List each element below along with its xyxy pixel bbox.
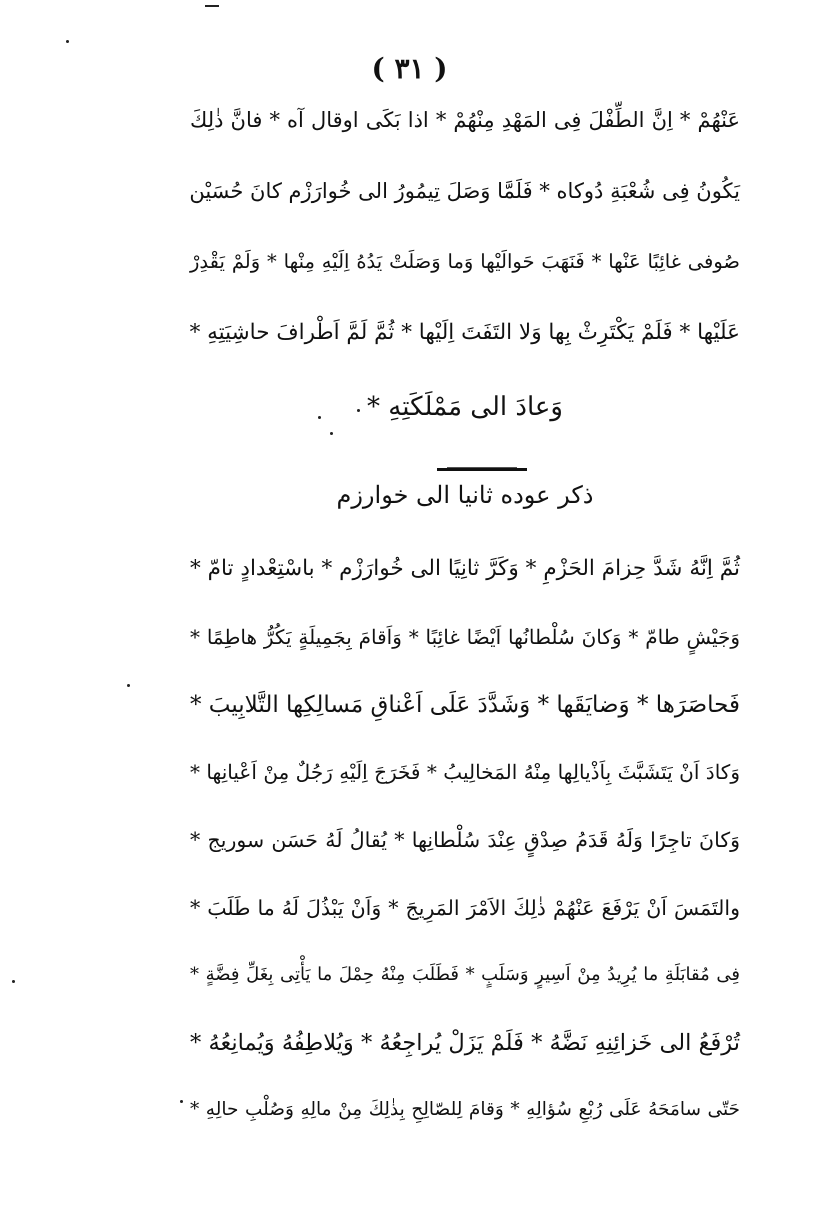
scan-speck <box>205 5 219 7</box>
text-line: وَعادَ الى مَمْلَكَتِهِ * <box>367 392 563 422</box>
text-line: ثُمَّ اِنَّهُ شَدَّ حِزامَ الحَزْمِ * وَكَرَّ ثانِيًا الى خُوارَزْم * باسْتِعْدادٍ تامّ * <box>190 556 740 581</box>
text-line: تُرْفَعُ الى خَزائِنِهِ نَضَّهُ * فَلَمْ يَزَلْ يُراجِعُهُ * وَيُلاطِفُهُ وَيُمانِعُهُ * <box>190 1030 740 1056</box>
text-line: فِى مُقابَلَةِ ما يُرِيدُ مِنْ اَسِيرٍ وَسَلَبٍ * فَطَلَبَ مِنْهُ حِمْلَ ما يَأْتِى بِغَلِّ فِضَّةٍ * <box>190 964 740 985</box>
text-line: وَكادَ اَنْ يَتَشَبَّثَ بِاَذْيالِها مِنْهُ المَخالِيبُ * فَخَرَجَ اِلَيْهِ رَجُلٌ مِنْ اَعْيانِها * <box>190 760 740 784</box>
scan-speck <box>66 40 69 43</box>
scan-speck <box>127 684 130 687</box>
section-divider-shade <box>447 467 517 468</box>
text-line: حَتّى سامَحَهُ عَلَى رُبْعِ سُؤالِهِ * وَقامَ لِلصّالِحِ بِذٰلِكَ مِنْ مالِهِ وَصُلْبِ حالِهِ * <box>190 1099 740 1120</box>
page-number: ( ٣١ ) <box>371 52 448 85</box>
section-divider <box>437 468 527 471</box>
text-line: يَكُونُ فِى شُعْبَةِ دُوكاه * فَلَمَّا وَصَلَ تِيمُورُ الى خُوارَزْم كانَ حُسَيْن <box>189 179 740 203</box>
text-line: وَكانَ تاجِرًا وَلَهُ قَدَمُ صِدْقٍ عِنْدَ سُلْطانِها * يُقالُ لَهُ حَسَن سوريج * <box>190 828 740 852</box>
scan-speck <box>330 432 333 435</box>
scan-speck <box>180 1100 183 1103</box>
scan-speck <box>318 416 321 419</box>
section-heading: ذكر عوده ثانيا الى خوارزم <box>336 481 594 509</box>
text-line: عَنْهُمْ * اِنَّ الطِّفْلَ فِى المَهْدِ مِنْهُمْ * اذا بَكَى اوقال آه * فانَّ ذٰلِكَ <box>190 108 740 132</box>
text-line: وَجَيْشٍ طامّ * وَكانَ سُلْطانُها اَيْضًا غائِبًا * وَاَقامَ بِجَمِيلَةٍ يَكُرُّ هاطِمًا * <box>190 625 740 649</box>
text-line: عَلَيْها * فَلَمْ يَكْتَرِثْ بِها وَلا التَفَتَ اِلَيْها * ثُمَّ لَمَّ اَطْرافَ حاشِيَتِهِ * <box>189 320 740 345</box>
text-line: فَحاصَرَها * وَضايَقَها * وَشَدَّدَ عَلَى اَعْناقِ مَسالِكِها التَّلابِيبَ * <box>189 692 740 718</box>
text-line: والتَمَسَ اَنْ يَرْفَعَ عَنْهُمْ ذٰلِكَ الاَمْرَ المَرِيجَ * وَاَنْ يَبْذُلَ لَهُ ما طَلَبَ * <box>190 896 740 920</box>
scan-speck <box>12 980 15 983</box>
scan-speck <box>357 409 360 412</box>
text-line: صُوفى غائِبًا عَنْها * فَنَهَبَ حَوالَيْها وَما وَصَلَتْ يَدُهُ اِلَيْهِ مِنْها * وَلَمْ يَقْدِرْ <box>190 250 740 273</box>
